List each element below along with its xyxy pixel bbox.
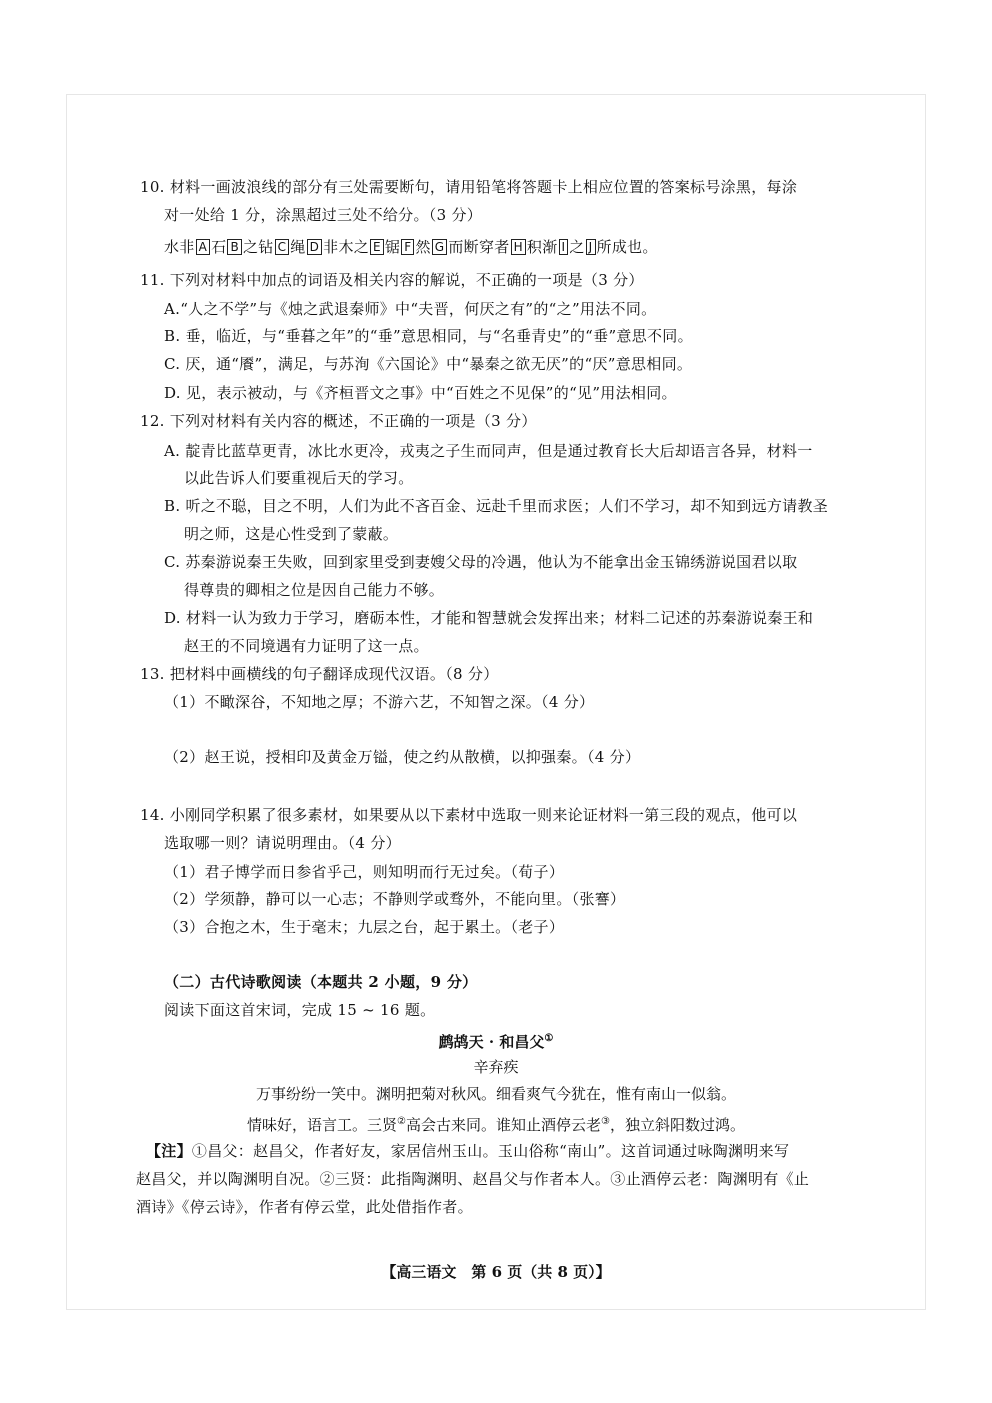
q10-box-d: D (307, 239, 323, 255)
section-heading: （二）古代诗歌阅读（本题共 2 小题，9 分） (164, 973, 478, 991)
q10-seg: 而断穿者 (448, 238, 510, 256)
q10-box-c: C (275, 239, 290, 255)
q11-option-d: D. 见，表示被动，与《齐桓晋文之事》中“百姓之不见保”的“见”用法相同。 (164, 384, 677, 402)
q10-seg: 石 (211, 238, 227, 256)
poem-line-1: 万事纷纷一笑中。渊明把菊对秋风。细看爽气今犹在，惟有南山一似翁。 (255, 1085, 736, 1103)
poem-note-mark-2: ② (397, 1116, 406, 1127)
q13-stem: 13. 把材料中画横线的句子翻译成现代汉语。（8 分） (140, 665, 499, 683)
q10-seg: 然 (415, 238, 431, 256)
note-label: 【注】 (146, 1142, 192, 1160)
q12-stem: 12. 下列对材料有关内容的概述，不正确的一项是（3 分） (140, 412, 537, 430)
q10-seg: 之钻 (242, 238, 274, 256)
q12-option-c-line2: 得尊贵的卿相之位是因自己能力不够。 (184, 581, 445, 599)
q10-box-h: H (511, 239, 526, 255)
poem-title-text: 鹧鸪天 · 和昌父 (438, 1033, 545, 1051)
q11-stem: 11. 下列对材料中加点的词语及相关内容的解说，不正确的一项是（3 分） (140, 271, 644, 289)
q12-option-a-line2: 以此告诉人们要重视后天的学习。 (184, 469, 414, 487)
note-line-1 (146, 1141, 789, 1161)
q10-line2: 对一处给 1 分，涂黑超过三处不给分。（3 分） (164, 206, 483, 224)
q10-seg: 绳 (290, 238, 306, 256)
q14-material-3: （3）合抱之木，生于毫末；九层之台，起于累土。（老子） (164, 918, 565, 936)
q10-seg: 积渐 (526, 238, 558, 256)
q13-sentence-2: （2）赵王说，授相印及黄金万镒，使之约从散横，以抑强秦。（4 分） (164, 748, 641, 766)
q10-line1: 10. 材料一画波浪线的部分有三处需要断句，请用铅笔将答题卡上相应位置的答案标号涂黑，每涂 (140, 178, 798, 196)
q12-option-a-line1: A. 靛青比蓝草更青，冰比水更冷，戎夷之子生而同声，但是通过教育长大后却语言各异，材料一 (164, 442, 813, 460)
q10-box-e: E (370, 239, 384, 255)
q11-option-c: C. 厌，通“餍”，满足，与苏洵《六国论》中“暴秦之欲无厌”的“厌”意思相同。 (164, 355, 693, 373)
q10-seg: 锯 (384, 238, 401, 256)
q11-option-b: B. 垂，临近，与“垂暮之年”的“垂”意思相同，与“名垂青史”的“垂”意思不同。 (164, 327, 693, 345)
q10-seg: 水非 (164, 238, 195, 256)
q10-box-a: A (196, 239, 211, 255)
q10-box-f: F (401, 239, 414, 255)
poem-line-2-part-2: 高会古来同。谁知止酒停云老 (405, 1116, 601, 1134)
section-intro: 阅读下面这首宋词，完成 15 ~ 16 题。 (164, 1001, 436, 1019)
q10-seg: 非木之 (323, 238, 370, 256)
poem-title-note-mark: ① (544, 1033, 554, 1044)
q10-seg: 之 (569, 238, 585, 256)
q12-option-b-line1: B. 听之不聪，目之不明，人们为此不吝百金、远赴千里而求医；人们不学习，却不知到远方请教圣 (164, 497, 829, 515)
q10-box-j: J (586, 239, 596, 255)
q14-material-1: （1）君子博学而日参省乎己，则知明而行无过矣。（荀子） (164, 863, 565, 881)
poem-note-mark-3: ③ (601, 1116, 610, 1127)
q10-seg: 所成也。 (596, 238, 658, 256)
poem-line-2 (66, 1112, 926, 1135)
q10-sentence (164, 237, 658, 257)
page-footer: 【高三语文 第 6 页（共 8 页）】 (381, 1263, 611, 1281)
poem-author: 辛弃疾 (473, 1058, 519, 1076)
q12-option-c-line1: C. 苏秦游说秦王失败，回到家里受到妻嫂父母的冷遇，他认为不能拿出金玉锦绣游说国君以取 (164, 553, 798, 571)
note-line-2: 赵昌父，并以陶渊明自况。②三贤：此指陶渊明、赵昌父与作者本人。③止酒停云老：陶渊明有《止 (136, 1170, 810, 1188)
q13-sentence-1: （1）不瞰深谷，不知地之厚；不游六艺，不知智之深。（4 分） (164, 693, 595, 711)
q12-option-d-line1: D. 材料一认为致力于学习，磨砺本性，才能和智慧就会发挥出来；材料二记述的苏秦游说秦王和 (164, 609, 814, 627)
q11-option-a: A.“人之不学”与《烛之武退秦师》中“夫晋，何厌之有”的“之”用法不同。 (164, 300, 657, 318)
poem-line-2-part-3: ，独立斜阳数过鸿。 (609, 1116, 745, 1134)
q10-box-i: I (559, 239, 569, 255)
q10-box-g: G (432, 239, 448, 255)
q12-option-d-line2: 赵王的不同境遇有力证明了这一点。 (184, 637, 429, 655)
q14-line1: 14. 小刚同学积累了很多素材，如果要从以下素材中选取一则来论证材料一第三段的观点，他可以 (140, 806, 798, 824)
note-text-1: ①昌父：赵昌父，作者好友，家居信州玉山。玉山俗称“南山”。这首词通过咏陶渊明来写 (191, 1142, 790, 1160)
poem-title (66, 1029, 926, 1052)
q10-box-b: B (227, 239, 242, 255)
poem-line-2-part-1: 情味好，语言工。三贤 (247, 1116, 398, 1134)
note-line-3: 酒诗》《停云诗》，作者有停云堂，此处借指作者。 (136, 1198, 473, 1216)
q14-line2: 选取哪一则？请说明理由。（4 分） (164, 834, 401, 852)
q14-material-2: （2）学须静，静可以一心志；不静则学或骛外，不能向里。（张謇） (164, 890, 626, 908)
q12-option-b-line2: 明之师，这是心性受到了蒙蔽。 (184, 525, 399, 543)
